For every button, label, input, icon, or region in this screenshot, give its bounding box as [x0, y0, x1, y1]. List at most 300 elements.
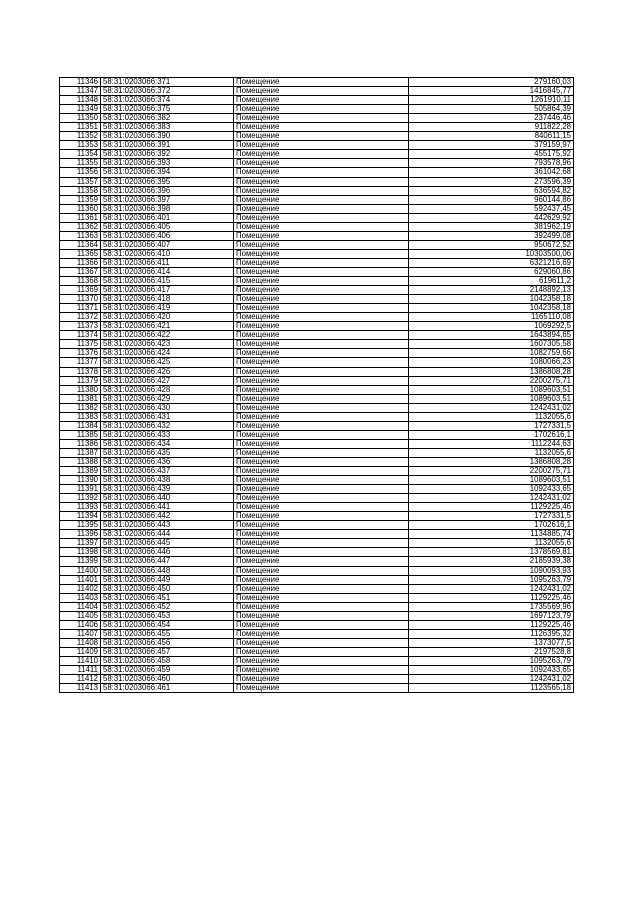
table-row — [60, 657, 574, 666]
cadastral-number-cell: 58:31:0203066:392 — [101, 150, 234, 159]
row-number-cell: 11407 — [60, 629, 101, 638]
cadastral-value-cell: 1416845,77 — [409, 87, 574, 96]
table-row — [60, 494, 574, 503]
cadastral-value-cell: 1134885,74 — [409, 530, 574, 539]
cadastral-value-cell: 911822,28 — [409, 123, 574, 132]
table-row — [60, 521, 574, 530]
cadastral-value-cell: 505864,39 — [409, 105, 574, 114]
cadastral-number-cell: 58:31:0203066:374 — [101, 96, 234, 105]
cadastral-value-cell: 1080066,23 — [409, 358, 574, 367]
cadastral-number-cell: 58:31:0203066:458 — [101, 657, 234, 666]
cadastral-number-cell: 58:31:0203066:411 — [101, 258, 234, 267]
row-number-cell: 11363 — [60, 231, 101, 240]
object-type-cell: Помещение — [234, 295, 409, 304]
row-number-cell: 11413 — [60, 684, 101, 693]
cadastral-number-cell: 58:31:0203066:405 — [101, 222, 234, 231]
object-type-cell: Помещение — [234, 114, 409, 123]
object-type-cell: Помещение — [234, 177, 409, 186]
row-number-cell: 11364 — [60, 240, 101, 249]
cadastral-number-cell: 58:31:0203066:371 — [101, 78, 234, 87]
object-type-cell: Помещение — [234, 87, 409, 96]
table-row — [60, 105, 574, 114]
row-number-cell: 11366 — [60, 258, 101, 267]
object-type-cell: Помещение — [234, 448, 409, 457]
cadastral-value-cell: 1089603,51 — [409, 476, 574, 485]
object-type-cell: Помещение — [234, 286, 409, 295]
object-type-cell: Помещение — [234, 457, 409, 466]
row-number-cell: 11405 — [60, 611, 101, 620]
table-row — [60, 258, 574, 267]
object-type-cell: Помещение — [234, 620, 409, 629]
cadastral-value-cell: 1132055,6 — [409, 448, 574, 457]
table-row — [60, 457, 574, 466]
cadastral-value-cell: 237446,46 — [409, 114, 574, 123]
cadastral-value-cell: 442629,92 — [409, 213, 574, 222]
object-type-cell: Помещение — [234, 430, 409, 439]
object-type-cell: Помещение — [234, 313, 409, 322]
row-number-cell: 11392 — [60, 494, 101, 503]
object-type-cell: Помещение — [234, 159, 409, 168]
table-row — [60, 358, 574, 367]
table-row — [60, 322, 574, 331]
table-row — [60, 557, 574, 566]
cadastral-value-cell: 1095263,79 — [409, 657, 574, 666]
cadastral-number-cell: 58:31:0203066:435 — [101, 448, 234, 457]
table-row — [60, 240, 574, 249]
table-row — [60, 421, 574, 430]
cadastral-number-cell: 58:31:0203066:397 — [101, 195, 234, 204]
row-number-cell: 11359 — [60, 195, 101, 204]
cadastral-number-cell: 58:31:0203066:391 — [101, 141, 234, 150]
table-row — [60, 267, 574, 276]
cadastral-number-cell: 58:31:0203066:456 — [101, 638, 234, 647]
cadastral-number-cell: 58:31:0203066:432 — [101, 421, 234, 430]
table-row — [60, 566, 574, 575]
table-row — [60, 593, 574, 602]
table-row — [60, 638, 574, 647]
table-row — [60, 584, 574, 593]
object-type-cell: Помещение — [234, 322, 409, 331]
row-number-cell: 11406 — [60, 620, 101, 629]
row-number-cell: 11360 — [60, 204, 101, 213]
table-row — [60, 141, 574, 150]
row-number-cell: 11401 — [60, 575, 101, 584]
table-row — [60, 177, 574, 186]
table-row — [60, 675, 574, 684]
table-row — [60, 204, 574, 213]
table-row — [60, 231, 574, 240]
row-number-cell: 11361 — [60, 213, 101, 222]
cadastral-number-cell: 58:31:0203066:393 — [101, 159, 234, 168]
object-type-cell: Помещение — [234, 548, 409, 557]
table-row — [60, 430, 574, 439]
row-number-cell: 11368 — [60, 277, 101, 286]
table-row — [60, 313, 574, 322]
cadastral-value-cell: 2185939,38 — [409, 557, 574, 566]
cadastral-value-cell: 1090093,93 — [409, 566, 574, 575]
cadastral-value-cell: 6321216,69 — [409, 258, 574, 267]
row-number-cell: 11408 — [60, 638, 101, 647]
cadastral-number-cell: 58:31:0203066:450 — [101, 584, 234, 593]
row-number-cell: 11397 — [60, 539, 101, 548]
cadastral-number-cell: 58:31:0203066:425 — [101, 358, 234, 367]
cadastral-number-cell: 58:31:0203066:401 — [101, 213, 234, 222]
row-number-cell: 11356 — [60, 168, 101, 177]
row-number-cell: 11388 — [60, 457, 101, 466]
cadastral-number-cell: 58:31:0203066:441 — [101, 503, 234, 512]
object-type-cell: Помещение — [234, 439, 409, 448]
cadastral-value-cell: 361042,68 — [409, 168, 574, 177]
object-type-cell: Помещение — [234, 249, 409, 258]
row-number-cell: 11372 — [60, 313, 101, 322]
cadastral-number-cell: 58:31:0203066:444 — [101, 530, 234, 539]
cadastral-number-cell: 58:31:0203066:437 — [101, 467, 234, 476]
row-number-cell: 11362 — [60, 222, 101, 231]
cadastral-number-cell: 58:31:0203066:428 — [101, 385, 234, 394]
table-row — [60, 87, 574, 96]
cadastral-value-cell: 379159,97 — [409, 141, 574, 150]
object-type-cell: Помещение — [234, 141, 409, 150]
cadastral-value-cell: 1089603,51 — [409, 385, 574, 394]
cadastral-number-cell: 58:31:0203066:422 — [101, 331, 234, 340]
object-type-cell: Помещение — [234, 638, 409, 647]
table-row — [60, 530, 574, 539]
object-type-cell: Помещение — [234, 267, 409, 276]
row-number-cell: 11358 — [60, 186, 101, 195]
object-type-cell: Помещение — [234, 213, 409, 222]
cadastral-value-cell: 793578,96 — [409, 159, 574, 168]
table-row — [60, 159, 574, 168]
cadastral-value-cell: 1123565,18 — [409, 684, 574, 693]
row-number-cell: 11355 — [60, 159, 101, 168]
cadastral-number-cell: 58:31:0203066:433 — [101, 430, 234, 439]
cadastral-value-cell: 1242431,02 — [409, 584, 574, 593]
row-number-cell: 11402 — [60, 584, 101, 593]
table-row — [60, 340, 574, 349]
row-number-cell: 11395 — [60, 521, 101, 530]
object-type-cell: Помещение — [234, 340, 409, 349]
cadastral-value-cell: 1386808,28 — [409, 367, 574, 376]
row-number-cell: 11394 — [60, 512, 101, 521]
row-number-cell: 11375 — [60, 340, 101, 349]
cadastral-value-cell: 1373077,5 — [409, 638, 574, 647]
table-row — [60, 548, 574, 557]
table-row — [60, 367, 574, 376]
cadastral-value-cell: 1643894,65 — [409, 331, 574, 340]
cadastral-number-cell: 58:31:0203066:452 — [101, 602, 234, 611]
row-number-cell: 11410 — [60, 657, 101, 666]
row-number-cell: 11404 — [60, 602, 101, 611]
table-row — [60, 503, 574, 512]
object-type-cell: Помещение — [234, 675, 409, 684]
cadastral-value-cell: 1129225,46 — [409, 620, 574, 629]
object-type-cell: Помещение — [234, 358, 409, 367]
row-number-cell: 11374 — [60, 331, 101, 340]
row-number-cell: 11369 — [60, 286, 101, 295]
table-row — [60, 96, 574, 105]
row-number-cell: 11379 — [60, 376, 101, 385]
object-type-cell: Помещение — [234, 258, 409, 267]
table-row — [60, 602, 574, 611]
object-type-cell: Помещение — [234, 385, 409, 394]
cadastral-number-cell: 58:31:0203066:454 — [101, 620, 234, 629]
cadastral-value-cell: 392499,08 — [409, 231, 574, 240]
row-number-cell: 11347 — [60, 87, 101, 96]
object-type-cell: Помещение — [234, 566, 409, 575]
object-type-cell: Помещение — [234, 647, 409, 656]
table-row — [60, 186, 574, 195]
cadastral-value-cell: 1129225,46 — [409, 503, 574, 512]
object-type-cell: Помещение — [234, 231, 409, 240]
table-row — [60, 476, 574, 485]
row-number-cell: 11377 — [60, 358, 101, 367]
cadastral-value-cell: 1132055,6 — [409, 539, 574, 548]
cadastral-value-cell: 1378569,81 — [409, 548, 574, 557]
table-row — [60, 304, 574, 313]
row-number-cell: 11349 — [60, 105, 101, 114]
row-number-cell: 11386 — [60, 439, 101, 448]
table-row — [60, 331, 574, 340]
cadastral-value-cell: 950672,52 — [409, 240, 574, 249]
cadastral-value-cell: 1697123,79 — [409, 611, 574, 620]
row-number-cell: 11411 — [60, 666, 101, 675]
row-number-cell: 11351 — [60, 123, 101, 132]
cadastral-number-cell: 58:31:0203066:446 — [101, 548, 234, 557]
table-row — [60, 222, 574, 231]
object-type-cell: Помещение — [234, 96, 409, 105]
object-type-cell: Помещение — [234, 168, 409, 177]
object-type-cell: Помещение — [234, 331, 409, 340]
cadastral-number-cell: 58:31:0203066:455 — [101, 629, 234, 638]
cadastral-value-cell: 381962,19 — [409, 222, 574, 231]
cadastral-number-cell: 58:31:0203066:424 — [101, 349, 234, 358]
row-number-cell: 11387 — [60, 448, 101, 457]
cadastral-value-cell: 1727331,5 — [409, 512, 574, 521]
cadastral-value-cell: 1089603,51 — [409, 394, 574, 403]
object-type-cell: Помещение — [234, 403, 409, 412]
cadastral-number-cell: 58:31:0203066:434 — [101, 439, 234, 448]
row-number-cell: 11384 — [60, 421, 101, 430]
cadastral-value-cell: 636594,82 — [409, 186, 574, 195]
row-number-cell: 11398 — [60, 548, 101, 557]
cadastral-value-cell: 1727331,5 — [409, 421, 574, 430]
cadastral-number-cell: 58:31:0203066:423 — [101, 340, 234, 349]
table-row — [60, 647, 574, 656]
cadastral-number-cell: 58:31:0203066:436 — [101, 457, 234, 466]
table-row — [60, 412, 574, 421]
cadastral-value-cell: 1069292,5 — [409, 322, 574, 331]
row-number-cell: 11409 — [60, 647, 101, 656]
table-row — [60, 349, 574, 358]
cadastral-value-cell: 2200275,71 — [409, 467, 574, 476]
cadastral-number-cell: 58:31:0203066:414 — [101, 267, 234, 276]
row-number-cell: 11371 — [60, 304, 101, 313]
row-number-cell: 11396 — [60, 530, 101, 539]
cadastral-value-cell: 1165110,08 — [409, 313, 574, 322]
object-type-cell: Помещение — [234, 240, 409, 249]
object-type-cell: Помещение — [234, 412, 409, 421]
row-number-cell: 11373 — [60, 322, 101, 331]
table-row — [60, 512, 574, 521]
cadastral-number-cell: 58:31:0203066:438 — [101, 476, 234, 485]
row-number-cell: 11389 — [60, 467, 101, 476]
cadastral-number-cell: 58:31:0203066:449 — [101, 575, 234, 584]
table-row — [60, 385, 574, 394]
row-number-cell: 11399 — [60, 557, 101, 566]
cadastral-value-cell: 840611,15 — [409, 132, 574, 141]
row-number-cell: 11346 — [60, 78, 101, 87]
object-type-cell: Помещение — [234, 557, 409, 566]
cadastral-value-cell: 592437,45 — [409, 204, 574, 213]
cadastral-value-cell: 1042358,18 — [409, 304, 574, 313]
cadastral-value-cell: 960144,86 — [409, 195, 574, 204]
cadastral-value-cell: 2197528,8 — [409, 647, 574, 656]
object-type-cell: Помещение — [234, 150, 409, 159]
object-type-cell: Помещение — [234, 575, 409, 584]
cadastral-number-cell: 58:31:0203066:375 — [101, 105, 234, 114]
cadastral-value-cell: 1112244,63 — [409, 439, 574, 448]
cadastral-value-cell: 1095263,79 — [409, 575, 574, 584]
cadastral-number-cell: 58:31:0203066:447 — [101, 557, 234, 566]
cadastral-number-cell: 58:31:0203066:439 — [101, 485, 234, 494]
cadastral-number-cell: 58:31:0203066:418 — [101, 295, 234, 304]
cadastral-number-cell: 58:31:0203066:417 — [101, 286, 234, 295]
object-type-cell: Помещение — [234, 467, 409, 476]
cadastral-number-cell: 58:31:0203066:430 — [101, 403, 234, 412]
cadastral-value-cell: 1126395,32 — [409, 629, 574, 638]
object-type-cell: Помещение — [234, 204, 409, 213]
cadastral-value-cell: 1082759,66 — [409, 349, 574, 358]
object-type-cell: Помещение — [234, 602, 409, 611]
row-number-cell: 11381 — [60, 394, 101, 403]
object-type-cell: Помещение — [234, 666, 409, 675]
cadastral-value-cell: 1702616,1 — [409, 430, 574, 439]
cadastral-number-cell: 58:31:0203066:372 — [101, 87, 234, 96]
table-row — [60, 448, 574, 457]
cadastral-number-cell: 58:31:0203066:443 — [101, 521, 234, 530]
table-row — [60, 123, 574, 132]
table-row — [60, 213, 574, 222]
cadastral-number-cell: 58:31:0203066:431 — [101, 412, 234, 421]
cadastral-number-cell: 58:31:0203066:383 — [101, 123, 234, 132]
row-number-cell: 11352 — [60, 132, 101, 141]
row-number-cell: 11390 — [60, 476, 101, 485]
cadastral-value-cell: 1242431,02 — [409, 675, 574, 684]
object-type-cell: Помещение — [234, 611, 409, 620]
table-row — [60, 575, 574, 584]
table-row — [60, 620, 574, 629]
cadastral-number-cell: 58:31:0203066:440 — [101, 494, 234, 503]
object-type-cell: Помещение — [234, 485, 409, 494]
cadastral-number-cell: 58:31:0203066:429 — [101, 394, 234, 403]
object-type-cell: Помещение — [234, 277, 409, 286]
cadastral-value-cell: 2200275,71 — [409, 376, 574, 385]
table-row — [60, 78, 574, 87]
cadastral-number-cell: 58:31:0203066:460 — [101, 675, 234, 684]
cadastral-number-cell: 58:31:0203066:448 — [101, 566, 234, 575]
cadastral-number-cell: 58:31:0203066:382 — [101, 114, 234, 123]
cadastral-number-cell: 58:31:0203066:421 — [101, 322, 234, 331]
cadastral-value-cell: 1129225,46 — [409, 593, 574, 602]
row-number-cell: 11385 — [60, 430, 101, 439]
cadastral-number-cell: 58:31:0203066:390 — [101, 132, 234, 141]
table-row — [60, 539, 574, 548]
table-row — [60, 611, 574, 620]
object-type-cell: Помещение — [234, 657, 409, 666]
cadastral-value-cell: 1042358,18 — [409, 295, 574, 304]
cadastral-value-cell: 1132055,6 — [409, 412, 574, 421]
cadastral-number-cell: 58:31:0203066:457 — [101, 647, 234, 656]
cadastral-value-cell: 273596,39 — [409, 177, 574, 186]
cadastral-number-cell: 58:31:0203066:406 — [101, 231, 234, 240]
cadastral-number-cell: 58:31:0203066:419 — [101, 304, 234, 313]
row-number-cell: 11400 — [60, 566, 101, 575]
row-number-cell: 11380 — [60, 385, 101, 394]
object-type-cell: Помещение — [234, 593, 409, 602]
table-row — [60, 394, 574, 403]
table-row — [60, 114, 574, 123]
table-row — [60, 684, 574, 693]
cadastral-number-cell: 58:31:0203066:459 — [101, 666, 234, 675]
table-row — [60, 277, 574, 286]
cadastral-number-cell: 58:31:0203066:453 — [101, 611, 234, 620]
cadastral-number-cell: 58:31:0203066:461 — [101, 684, 234, 693]
object-type-cell: Помещение — [234, 186, 409, 195]
cadastral-value-cell: 629060,86 — [409, 267, 574, 276]
cadastral-value-cell: 1735569,96 — [409, 602, 574, 611]
table-row — [60, 376, 574, 385]
cadastral-number-cell: 58:31:0203066:426 — [101, 367, 234, 376]
cadastral-number-cell: 58:31:0203066:396 — [101, 186, 234, 195]
table-row — [60, 286, 574, 295]
object-type-cell: Помещение — [234, 304, 409, 313]
cadastral-number-cell: 58:31:0203066:407 — [101, 240, 234, 249]
object-type-cell: Помещение — [234, 349, 409, 358]
row-number-cell: 11367 — [60, 267, 101, 276]
object-type-cell: Помещение — [234, 78, 409, 87]
row-number-cell: 11382 — [60, 403, 101, 412]
object-type-cell: Помещение — [234, 105, 409, 114]
cadastral-value-cell: 455175,92 — [409, 150, 574, 159]
cadastral-number-cell: 58:31:0203066:442 — [101, 512, 234, 521]
cadastral-number-cell: 58:31:0203066:427 — [101, 376, 234, 385]
object-type-cell: Помещение — [234, 521, 409, 530]
object-type-cell: Помещение — [234, 394, 409, 403]
cadastral-number-cell: 58:31:0203066:451 — [101, 593, 234, 602]
table-row — [60, 666, 574, 675]
object-type-cell: Помещение — [234, 476, 409, 485]
table-row — [60, 195, 574, 204]
object-type-cell: Помещение — [234, 629, 409, 638]
row-number-cell: 11393 — [60, 503, 101, 512]
cadastral-value-cell: 2148892,13 — [409, 286, 574, 295]
cadastral-number-cell: 58:31:0203066:445 — [101, 539, 234, 548]
row-number-cell: 11370 — [60, 295, 101, 304]
cadastral-number-cell: 58:31:0203066:420 — [101, 313, 234, 322]
row-number-cell: 11376 — [60, 349, 101, 358]
row-number-cell: 11354 — [60, 150, 101, 159]
table-row — [60, 168, 574, 177]
object-type-cell: Помещение — [234, 539, 409, 548]
table-row — [60, 629, 574, 638]
object-type-cell: Помещение — [234, 530, 409, 539]
row-number-cell: 11391 — [60, 485, 101, 494]
cadastral-number-cell: 58:31:0203066:398 — [101, 204, 234, 213]
row-number-cell: 11412 — [60, 675, 101, 684]
row-number-cell: 11353 — [60, 141, 101, 150]
cadastral-value-cell: 1242431,02 — [409, 403, 574, 412]
cadastral-value-table — [59, 77, 574, 693]
